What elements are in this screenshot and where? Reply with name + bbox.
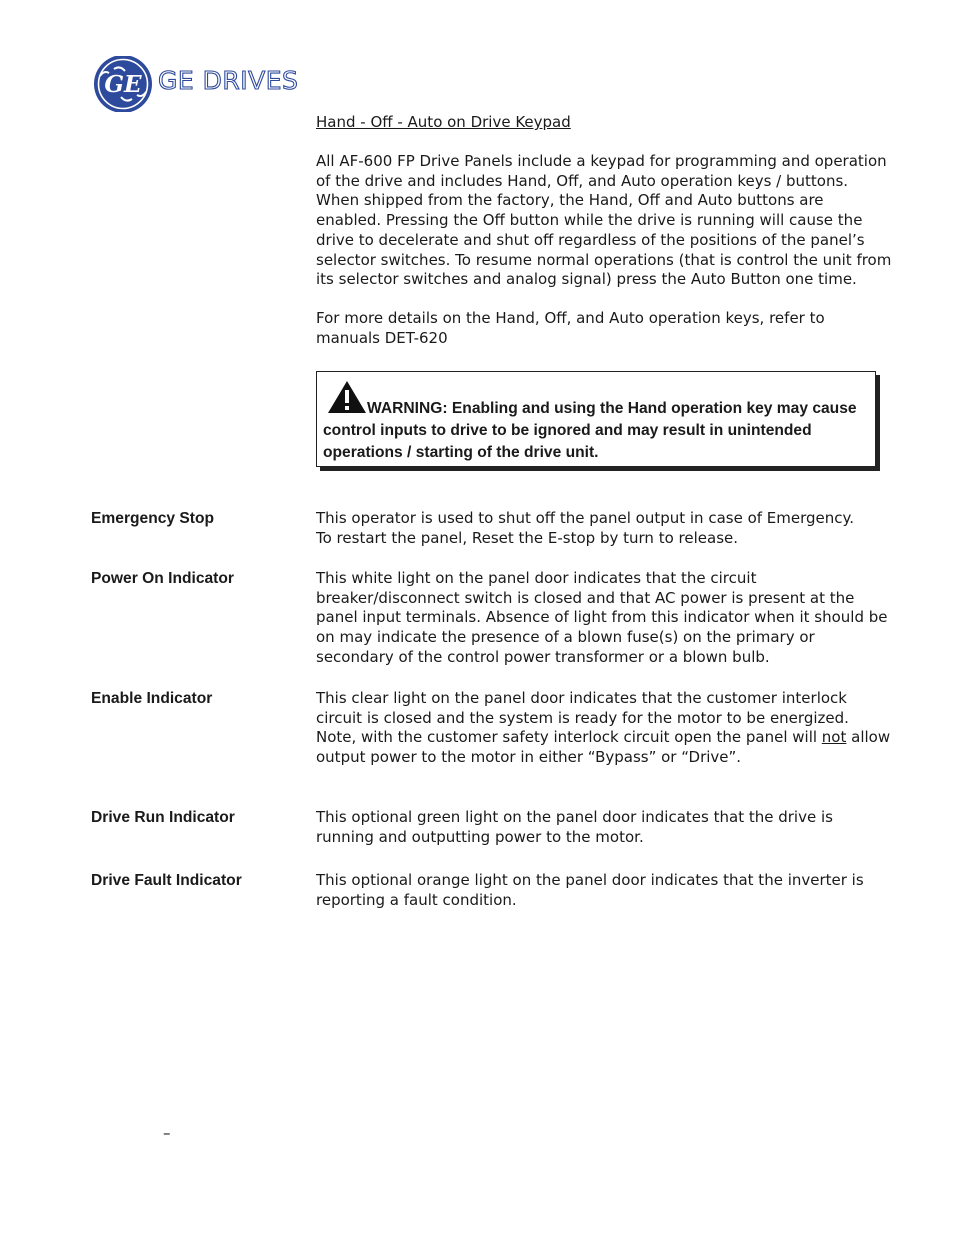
warning-text: WARNING: Enabling and using the Hand operation key may cause control inputs to drive to be ignored and may result in unintended operations / starting of the drive unit. — [323, 400, 857, 461]
footer-mark: – — [163, 1124, 171, 1142]
label-drive-run-indicator: Drive Run Indicator — [91, 809, 235, 826]
warning-box — [316, 371, 876, 467]
emergency-stop-description — [316, 509, 892, 548]
label-enable-indicator: Enable Indicator — [91, 690, 213, 707]
emergency-stop-line-1: This operator is used to shut off the panel output in case of Emergency. — [316, 509, 855, 527]
label-power-on-indicator: Power On Indicator — [91, 570, 234, 587]
reference-paragraph: For more details on the Hand, Off, and Auto operation keys, refer to manuals DET-620 — [316, 309, 825, 347]
label-drive-fault-indicator: Drive Fault Indicator — [91, 872, 242, 889]
keypad-paragraph: All AF-600 FP Drive Panels include a keypad for programming and operation of the drive and includes Hand, Off, and Auto operation keys / buttons. When shipped from the factory, the Hand, Off and Auto buttons are enabled. Pressing the Off button while the drive is running will cause the drive to decelerate and shut off regardless of the positions of the panel’s selector switches. To resume normal operations (that is control the unit from its selector switches and analog signal) press the Auto Button one time. — [316, 152, 892, 289]
drive-fault-description: This optional orange light on the panel door indicates that the inverter is reporting a fault condition. — [316, 871, 864, 909]
emphasis-not: not — [821, 728, 847, 747]
svg-text:GE: GE — [104, 71, 142, 98]
label-emergency-stop: Emergency Stop — [91, 510, 215, 527]
brand-name: GE DRIVES — [158, 66, 299, 95]
enable-indicator-description: This clear light on the panel door indicates that the customer interlock circuit is closed and the system is ready for the motor to be energized. Note, with the customer safety interlock circuit open the panel will not allow output power to the motor in either “Bypass” or “Drive”. — [316, 689, 891, 767]
power-on-description: This white light on the panel door indicates that the circuit breaker/disconnect switch is closed and that AC power is present at the panel input terminals. Absence of light from this indicator when it should be on may indicate the presence of a blown fuse(s) on the primary or secondary of the control power transformer or a blown bulb. — [316, 569, 888, 666]
emergency-stop-line-2: To restart the panel, Reset the E-stop by turn to release. — [316, 528, 738, 547]
section-title: Hand - Off - Auto on Drive Keypad — [316, 113, 571, 131]
drive-run-description: This optional green light on the panel door indicates that the drive is running and outputting power to the motor. — [316, 808, 833, 846]
